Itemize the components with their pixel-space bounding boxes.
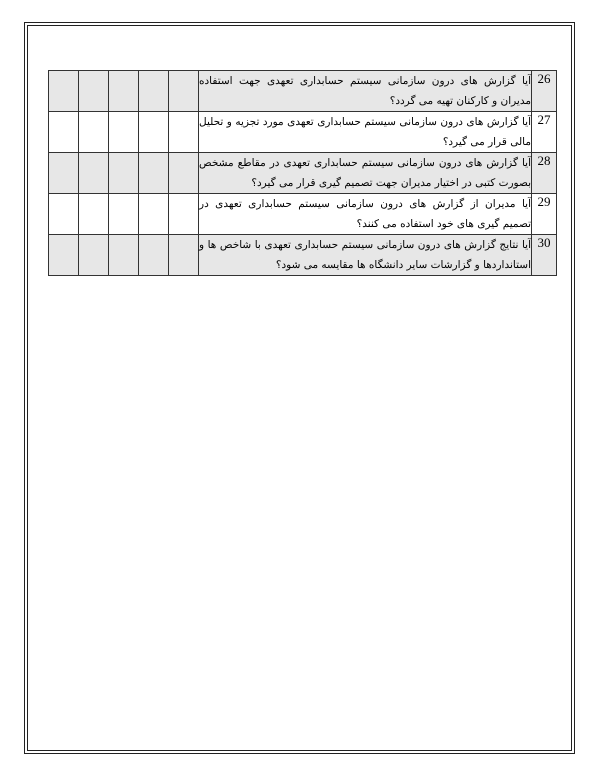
question-text: آیا گزارش های درون سازمانی سیستم حسابداری تعهدی جهت استفاده مدیران و کارکنان تهیه می گردد؟: [199, 71, 532, 112]
answer-cell[interactable]: [79, 71, 109, 112]
table-row: [49, 153, 557, 194]
question-number: 30: [532, 235, 557, 276]
table-row: [49, 235, 557, 276]
answer-cell[interactable]: [169, 194, 199, 235]
answer-cell[interactable]: [169, 235, 199, 276]
question-number: 29: [532, 194, 557, 235]
answer-cell[interactable]: [139, 71, 169, 112]
question-text: آیا گزارش های درون سازمانی سیستم حسابداری تعهدی مورد تجزیه و تحلیل مالی قرار می گیرد؟: [199, 112, 532, 153]
answer-cell[interactable]: [109, 235, 139, 276]
answer-cell[interactable]: [49, 112, 79, 153]
answer-cell[interactable]: [49, 235, 79, 276]
answer-cell[interactable]: [79, 112, 109, 153]
answer-cell[interactable]: [49, 194, 79, 235]
questionnaire-table: [48, 70, 557, 276]
answer-cell[interactable]: [109, 194, 139, 235]
answer-cell[interactable]: [79, 194, 109, 235]
answer-cell[interactable]: [139, 235, 169, 276]
answer-cell[interactable]: [169, 153, 199, 194]
answer-cell[interactable]: [109, 153, 139, 194]
answer-cell[interactable]: [139, 194, 169, 235]
question-number: 27: [532, 112, 557, 153]
question-number: 26: [532, 71, 557, 112]
answer-cell[interactable]: [109, 71, 139, 112]
answer-cell[interactable]: [139, 112, 169, 153]
answer-cell[interactable]: [49, 71, 79, 112]
answer-cell[interactable]: [79, 235, 109, 276]
answer-cell[interactable]: [109, 112, 139, 153]
question-number: 28: [532, 153, 557, 194]
answer-cell[interactable]: [169, 71, 199, 112]
table-row: [49, 71, 557, 112]
answer-cell[interactable]: [49, 153, 79, 194]
question-text: آیا نتایج گزارش های درون سازمانی سیستم حسابداری تعهدی با شاخص ها و استانداردها و گزارشات سایر دانشگاه ها مقایسه می شود؟: [199, 235, 532, 276]
table-row: [49, 112, 557, 153]
question-text: آیا مدیران از گزارش های درون سازمانی سیستم حسابداری تعهدی در تصمیم گیری های خود استفاده می کنند؟: [199, 194, 532, 235]
table-row: [49, 194, 557, 235]
answer-cell[interactable]: [139, 153, 169, 194]
answer-cell[interactable]: [79, 153, 109, 194]
question-text: آیا گزارش های درون سازمانی سیستم حسابداری تعهدی در مقاطع مشخص بصورت کتبی در اختیار مدیران جهت تصمیم گیری قرار می گیرد؟: [199, 153, 532, 194]
answer-cell[interactable]: [169, 112, 199, 153]
